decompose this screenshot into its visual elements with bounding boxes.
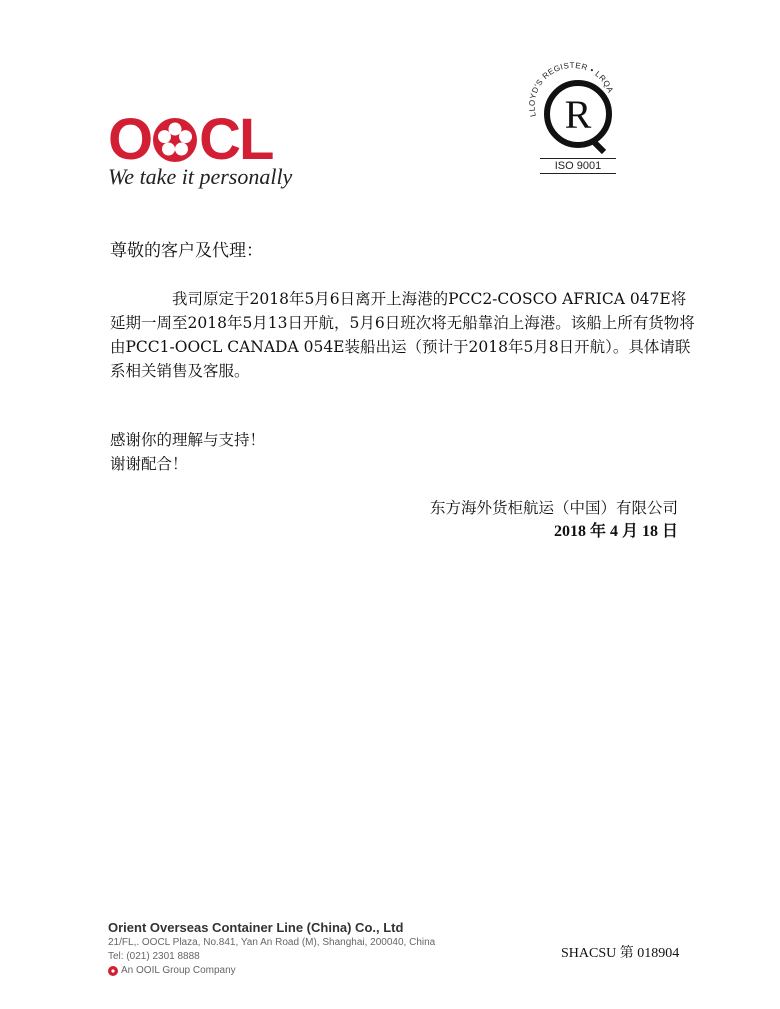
- footer-tel: Tel: (021) 2301 8888: [108, 951, 200, 962]
- cert-arc-text: LLOYD'S REGISTER • LRQA: [527, 60, 616, 118]
- footer-group: [108, 964, 498, 978]
- footer-group-text: An OOIL Group Company: [121, 965, 236, 976]
- logo-letter-l: L: [239, 107, 273, 172]
- cert-mark-letter: R: [564, 92, 592, 137]
- letter-body: [110, 287, 700, 383]
- plum-blossom-icon: [152, 117, 198, 163]
- document-reference: SHACSU 第 018904: [561, 946, 680, 961]
- footer-company-name: Orient Overseas Container Line (China) Co., Ltd: [108, 920, 404, 935]
- cooperation-line: 谢谢配合！: [110, 455, 188, 473]
- oocl-wordmark: [108, 107, 273, 172]
- signature-company: 东方海外货柜航运（中国）有限公司: [429, 499, 678, 517]
- letterhead-footer: [108, 920, 498, 978]
- letter-signature: [430, 496, 678, 544]
- logo-letter-o: O: [108, 107, 152, 172]
- plum-blossom-icon: [108, 966, 118, 976]
- footer-address: 21/FL,. OOCL Plaza, No.841, Yan An Road (M), Shanghai, 200040, China: [108, 937, 436, 948]
- letter-greeting: 尊敬的客户及代理：: [110, 241, 263, 261]
- letter-body-text: 我司原定于2018年5月6日离开上海港的PCC2-COSCO AFRICA 047E将延期一周至2018年5月13日开航，5月6日班次将无船靠泊上海港。该船上所有货物将由PCC1-OOCL CANADA 054E装船出运（预计于2018年5月8日开航）。具体请联系相关销售及客服。: [110, 290, 695, 380]
- signature-date: 2018 年 4 月 18 日: [553, 523, 678, 540]
- lrqa-certification-mark: [522, 56, 622, 176]
- iso-label: ISO 9001: [540, 158, 616, 174]
- logo-letter-c: C: [199, 107, 240, 172]
- tagline: We take it personally: [108, 164, 293, 189]
- letter-closing: [110, 428, 265, 476]
- lrqa-seal-icon: [522, 56, 622, 156]
- thanks-line: 感谢你的理解与支持！: [110, 431, 266, 449]
- oocl-logo: [108, 107, 348, 202]
